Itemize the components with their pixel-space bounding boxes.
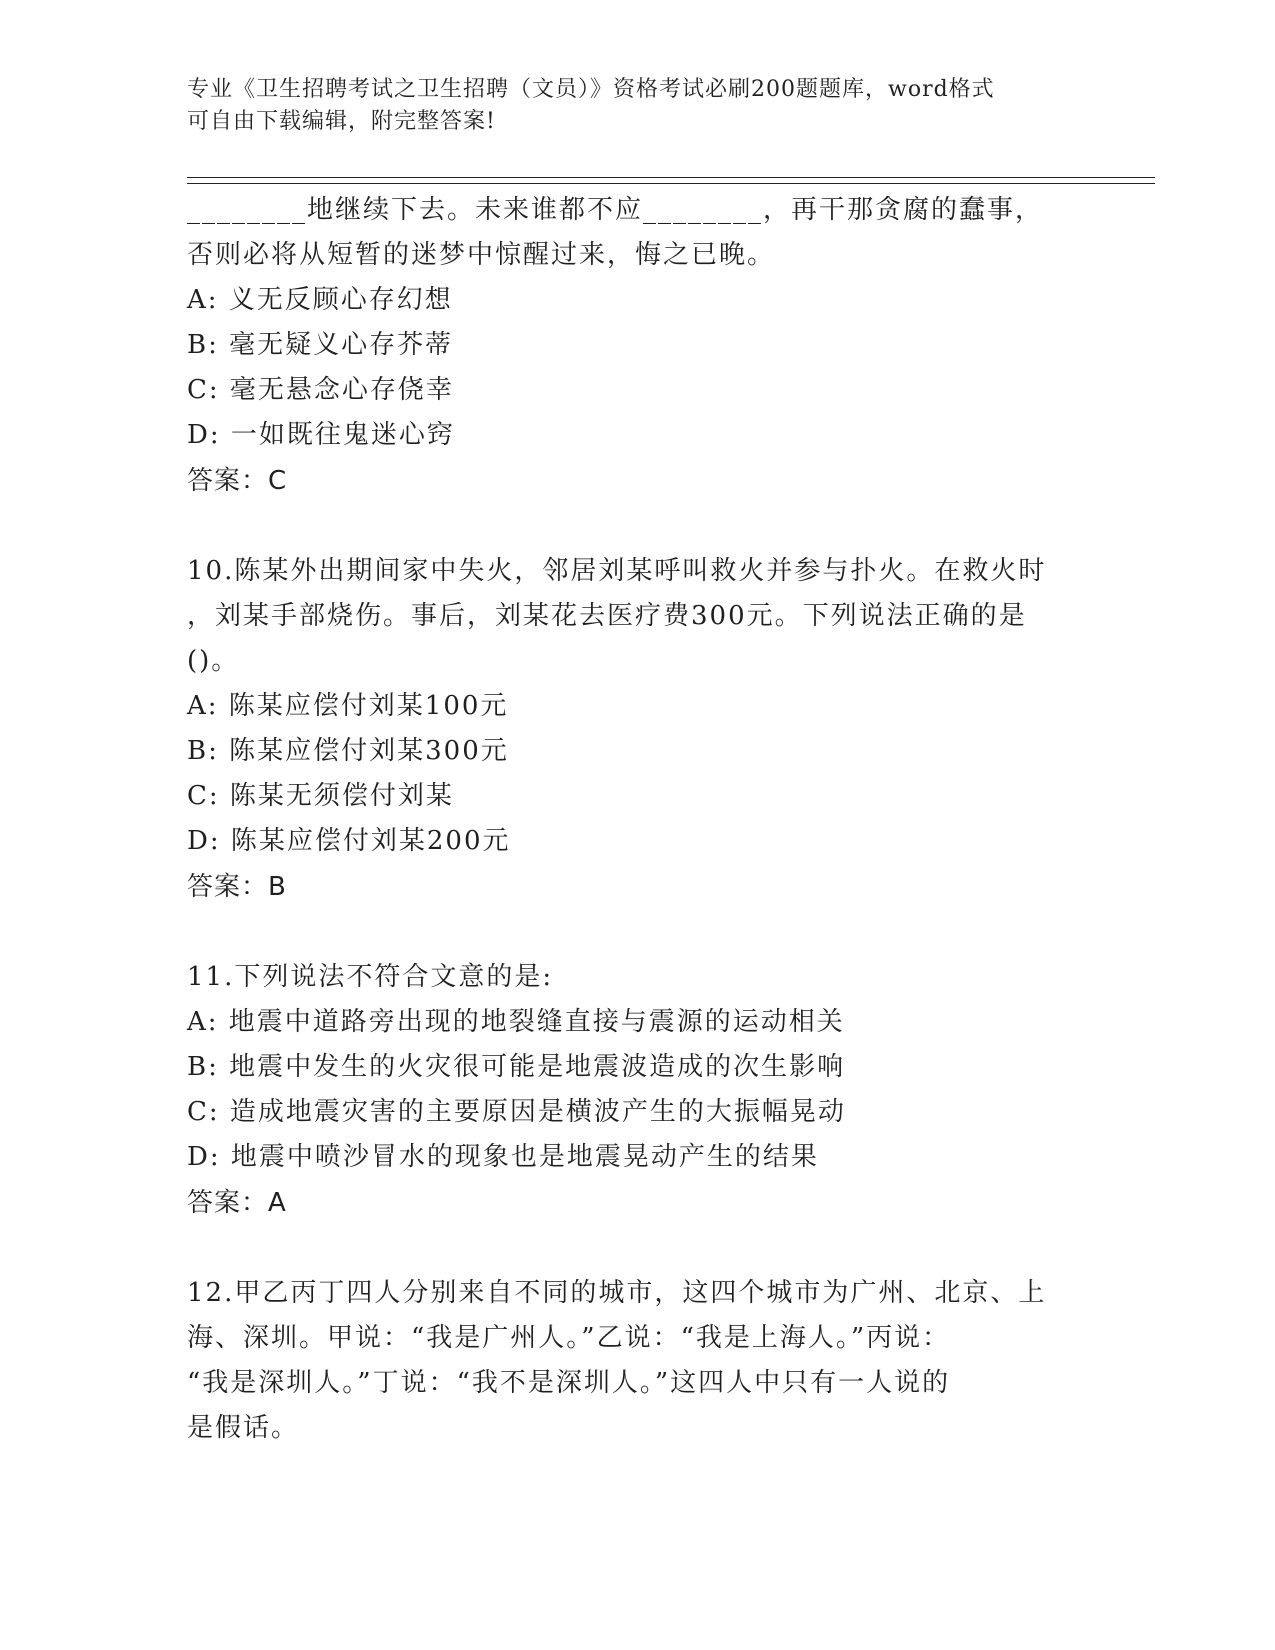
option-a: A: 义无反顾心存幻想 bbox=[187, 285, 453, 315]
option-c: C: 造成地震灾害的主要原因是横波产生的大振幅晃动 bbox=[187, 1097, 846, 1127]
question-stem-line: 海、深圳。甲说：“我是广州人。”乙说：“我是上海人。”丙说： bbox=[187, 1323, 951, 1353]
answer-line: 答案：C bbox=[187, 466, 288, 496]
question-stem-line: ________地继续下去。未来谁都不应________，再干那贪腐的蠢事， bbox=[187, 195, 1044, 225]
header-divider-bottom bbox=[187, 183, 1155, 184]
option-d: D: 地震中喷沙冒水的现象也是地震晃动产生的结果 bbox=[187, 1142, 819, 1172]
option-d: D: 陈某应偿付刘某200元 bbox=[187, 826, 511, 856]
question-stem-line: ()。 bbox=[187, 646, 240, 676]
question-stem-line: 11.下列说法不符合文意的是: bbox=[187, 962, 554, 992]
spacer bbox=[187, 504, 1087, 549]
question-stem-line: 是假话。 bbox=[187, 1413, 300, 1443]
header-title-line-2: 可自由下载编辑，附完整答案! bbox=[187, 109, 496, 134]
option-b: B: 陈某应偿付刘某300元 bbox=[187, 736, 509, 766]
document-header bbox=[187, 74, 1087, 138]
answer-line: 答案：A bbox=[187, 1188, 287, 1218]
question-10 bbox=[187, 549, 1087, 910]
header-title-line-1: 专业《卫生招聘考试之卫生招聘（文员）》资格考试必刷200题题库，word格式 bbox=[187, 77, 995, 102]
option-d: D: 一如既往鬼迷心窍 bbox=[187, 420, 455, 450]
question-stem-line: ，刘某手部烧伤。事后，刘某花去医疗费300元。下列说法正确的是 bbox=[187, 601, 1027, 631]
option-b: B: 毫无疑义心存芥蒂 bbox=[187, 330, 454, 360]
spacer bbox=[187, 1226, 1087, 1271]
spacer bbox=[187, 910, 1087, 955]
question-stem-line: 否则必将从短暂的迷梦中惊醒过来，悔之已晚。 bbox=[187, 240, 776, 270]
question-12 bbox=[187, 1271, 1087, 1451]
question-stem-line: “我是深圳人。”丁说：“我不是深圳人。”这四人中只有一人说的 bbox=[187, 1368, 951, 1398]
question-stem-line: 12.甲乙丙丁四人分别来自不同的城市，这四个城市为广州、北京、上 bbox=[187, 1278, 1047, 1308]
option-c: C: 陈某无须偿付刘某 bbox=[187, 781, 454, 811]
question-11 bbox=[187, 955, 1087, 1226]
answer-line: 答案：B bbox=[187, 872, 287, 902]
header-divider-top bbox=[187, 177, 1155, 178]
document-body bbox=[187, 188, 1087, 1451]
option-a: A: 地震中道路旁出现的地裂缝直接与震源的运动相关 bbox=[187, 1007, 845, 1037]
question-stem-line: 10.陈某外出期间家中失火，邻居刘某呼叫救火并参与扑火。在救火时 bbox=[187, 556, 1047, 586]
question-9 bbox=[187, 188, 1087, 504]
option-b: B: 地震中发生的火灾很可能是地震波造成的次生影响 bbox=[187, 1052, 846, 1082]
option-a: A: 陈某应偿付刘某100元 bbox=[187, 691, 509, 721]
option-c: C: 毫无悬念心存侥幸 bbox=[187, 375, 454, 405]
